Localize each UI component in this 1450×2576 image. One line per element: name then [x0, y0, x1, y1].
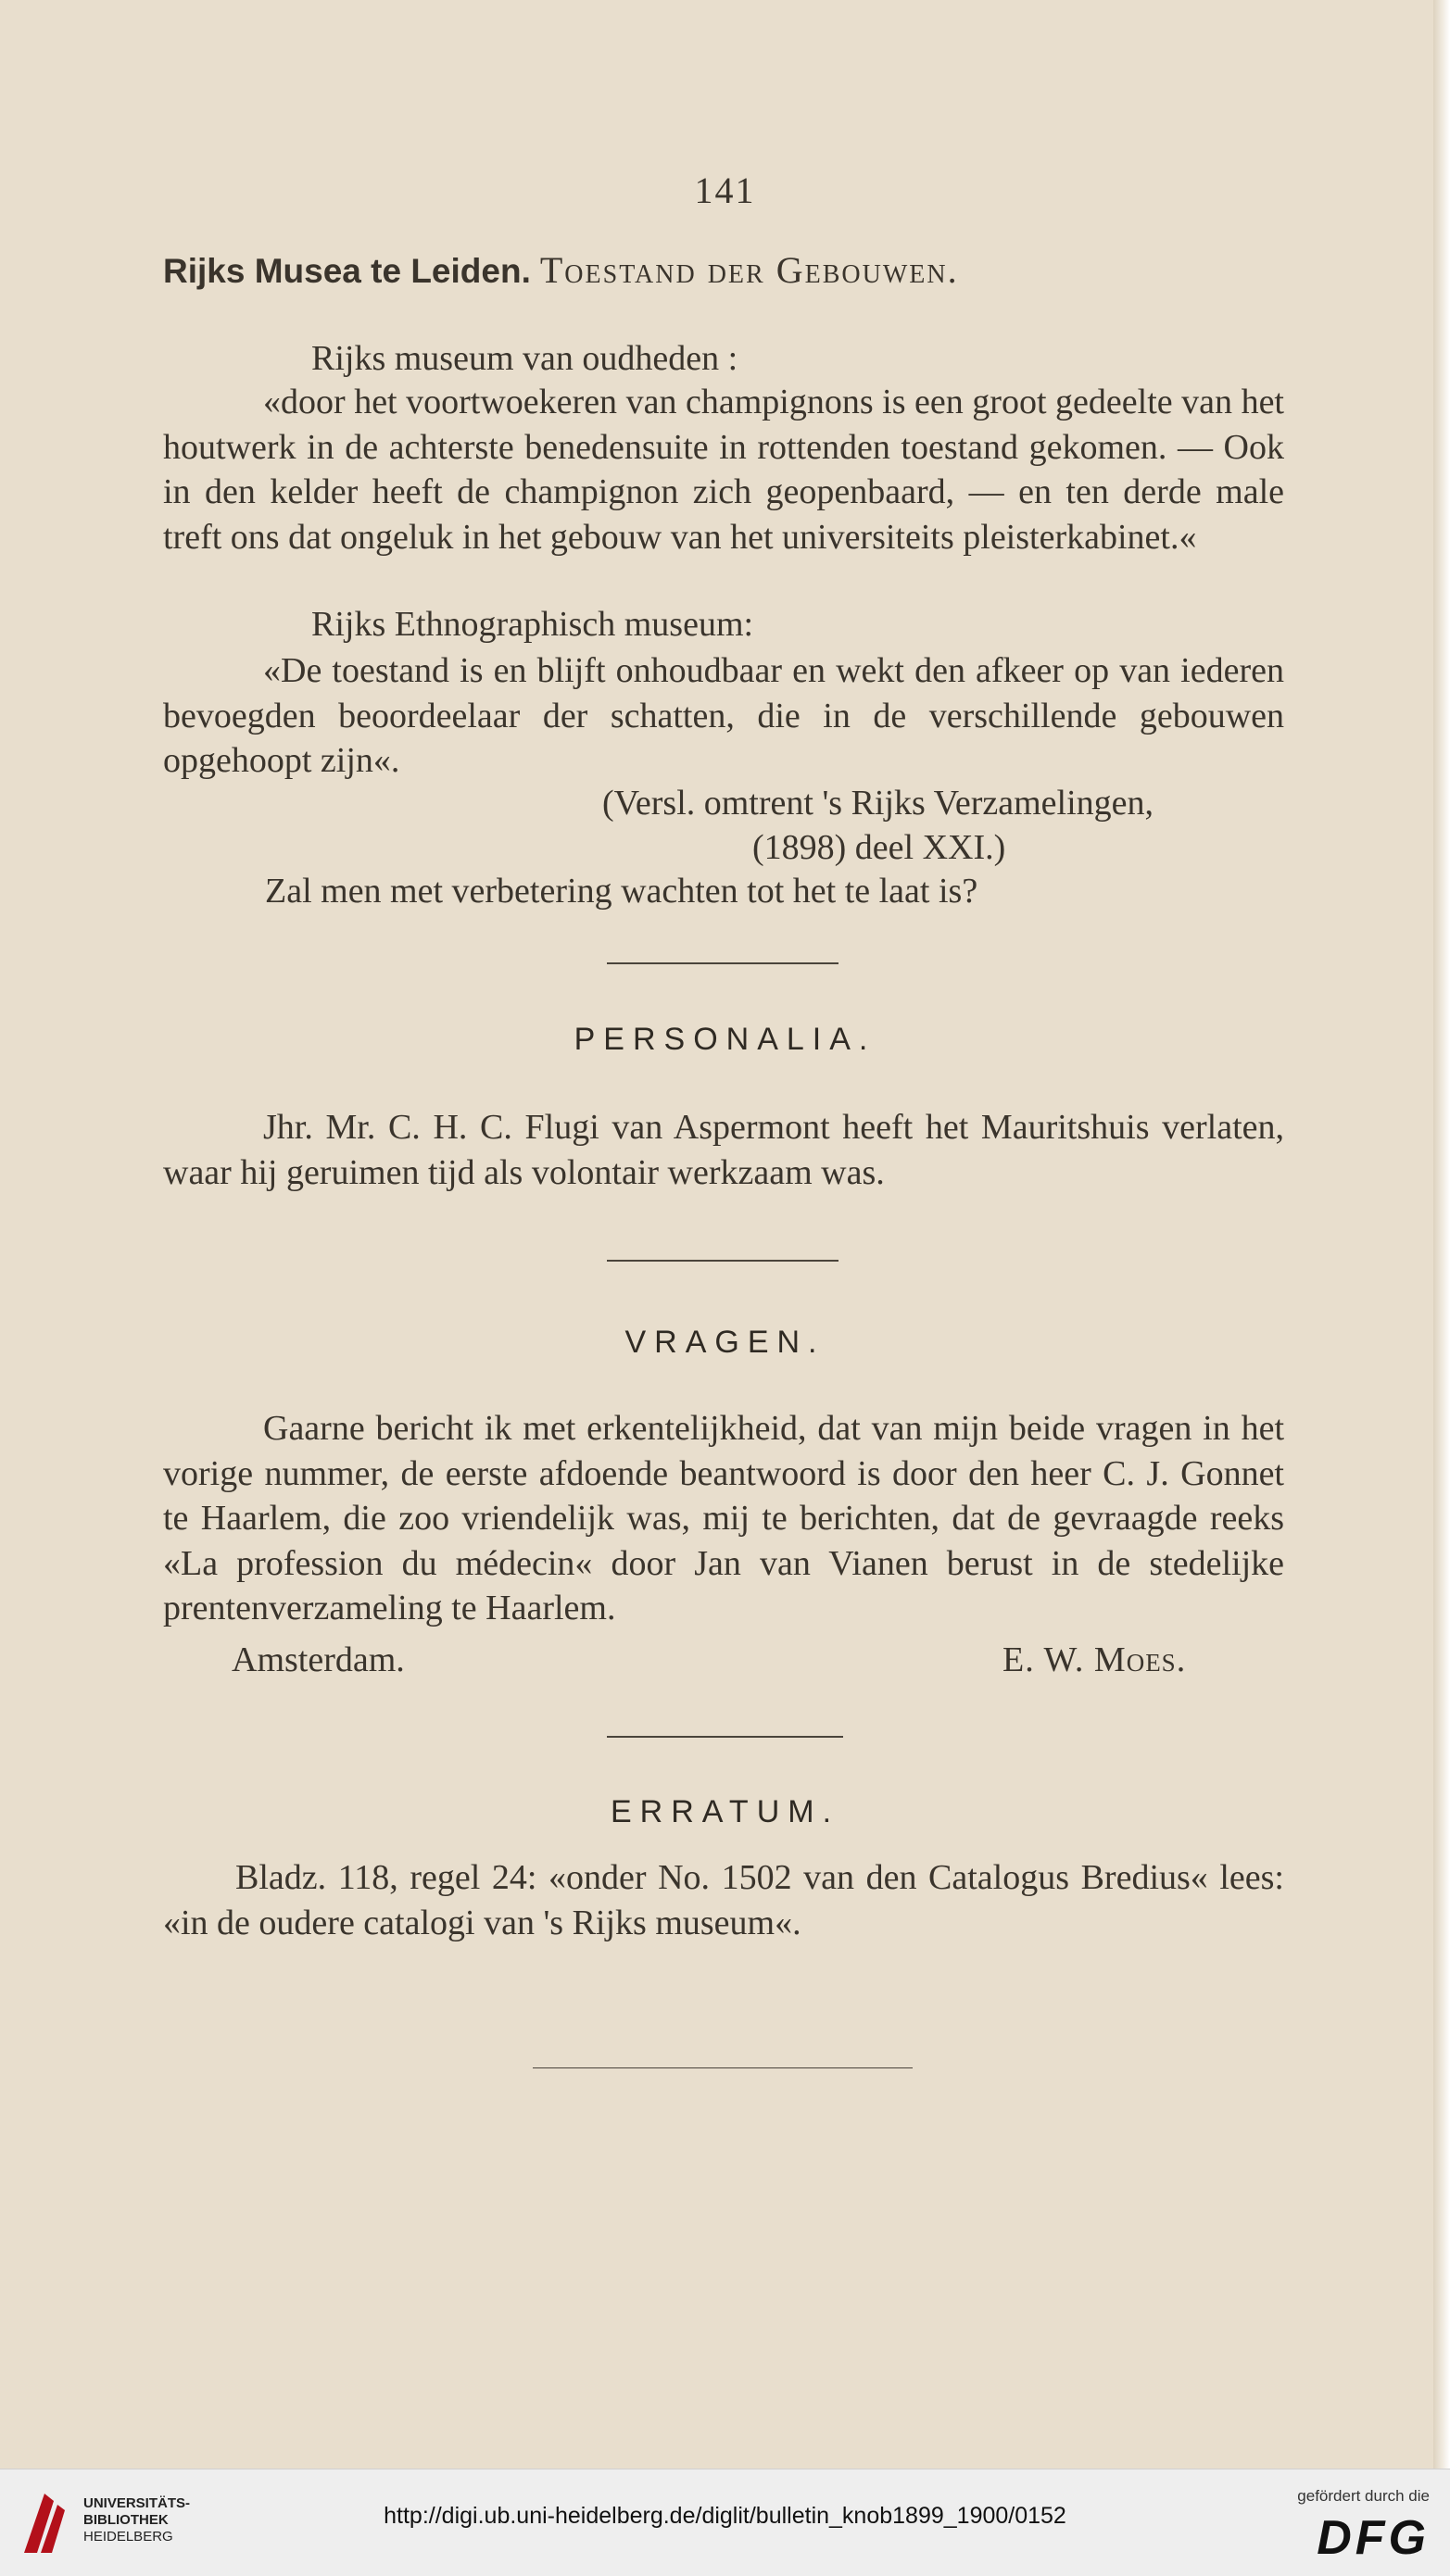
museum-oudheden-label: Rijks museum van oudheden : [311, 339, 738, 378]
vragen-text: Gaarne bericht ik met erkentelijkheid, dat van mijn beide vragen in het vorige nummer, de eerste afdoende beantwoord is door den heer C. J. Gonnet te Haarlem, die zoo vriendelijk was, mij te berichten, dat de gevraagde reeks «La profession du médecin« door Jan van Vianen berust in de stedelijke prentenverzameling te Haarlem. [163, 1409, 1284, 1627]
ethnographisch-label: Rijks Ethnographisch museum: [311, 605, 754, 644]
heading-subtitle: Toestand der Gebouwen. [539, 249, 959, 291]
section-divider [607, 1736, 843, 1738]
personalia-title: PERSONALIA. [574, 1022, 876, 1057]
section-divider [607, 1260, 838, 1262]
funding-caption: gefördert durch die [1297, 2487, 1430, 2505]
page-edge [1433, 0, 1450, 2469]
vragen-title: VRAGEN. [624, 1325, 826, 1360]
page-number: 141 [694, 170, 756, 211]
ethnographisch-quote: «De toestand is en blijft onhoudbaar en wekt den afkeer op van iederen bevoegden beoordeelaar der schatten, die in de verschillende gebouwen opgehoopt zijn«. [163, 651, 1284, 780]
library-line-1: UNIVERSITÄTS- [83, 2495, 191, 2511]
erratum-text: Bladz. 118, regel 24: «onder No. 1502 van den Catalogus Bredius« lees: «in de oudere catalogi van 's Rijks museum«. [163, 1858, 1284, 1942]
section-divider [607, 962, 838, 964]
vragen-signature: E. W. Moes. [1002, 1640, 1187, 1679]
library-line-2: BIBLIOTHEK [83, 2512, 169, 2528]
library-line-3: HEIDELBERG [83, 2529, 173, 2545]
footer-url-link[interactable]: http://digi.ub.uni-heidelberg.de/diglit/bulletin_knob1899_1900/0152 [384, 2503, 1066, 2529]
dfg-logo: DFG [1317, 2511, 1430, 2565]
end-rule [533, 2067, 913, 2068]
heading-title: Rijks Musea te Leiden. [163, 252, 531, 290]
erratum-title: ERRATUM. [610, 1794, 840, 1829]
citation-line-2: (1898) deel XXI.) [752, 828, 1006, 867]
article-heading [163, 248, 959, 292]
closing-question: Zal men met verbetering wachten tot het te laat is? [265, 872, 978, 911]
citation-line-1: (Versl. omtrent 's Rijks Verzamelingen, [602, 784, 1154, 823]
oudheden-quote: «door het voortwoekeren van champignons is een groot gedeelte van het houtwerk in de achterste benedensuite in rottenden toestand gekomen. — Ook in den kelder heeft de champignon zich geopenbaard, — en ten derde male treft ons dat ongeluk in het gebouw van het universiteits pleisterkabinet.« [163, 383, 1284, 557]
vragen-place: Amsterdam. [232, 1640, 405, 1679]
personalia-text: Jhr. Mr. C. H. C. Flugi van Aspermont heeft het Mauritshuis verlaten, waar hij geruimen tijd als volontair werkzaam was. [163, 1108, 1284, 1192]
